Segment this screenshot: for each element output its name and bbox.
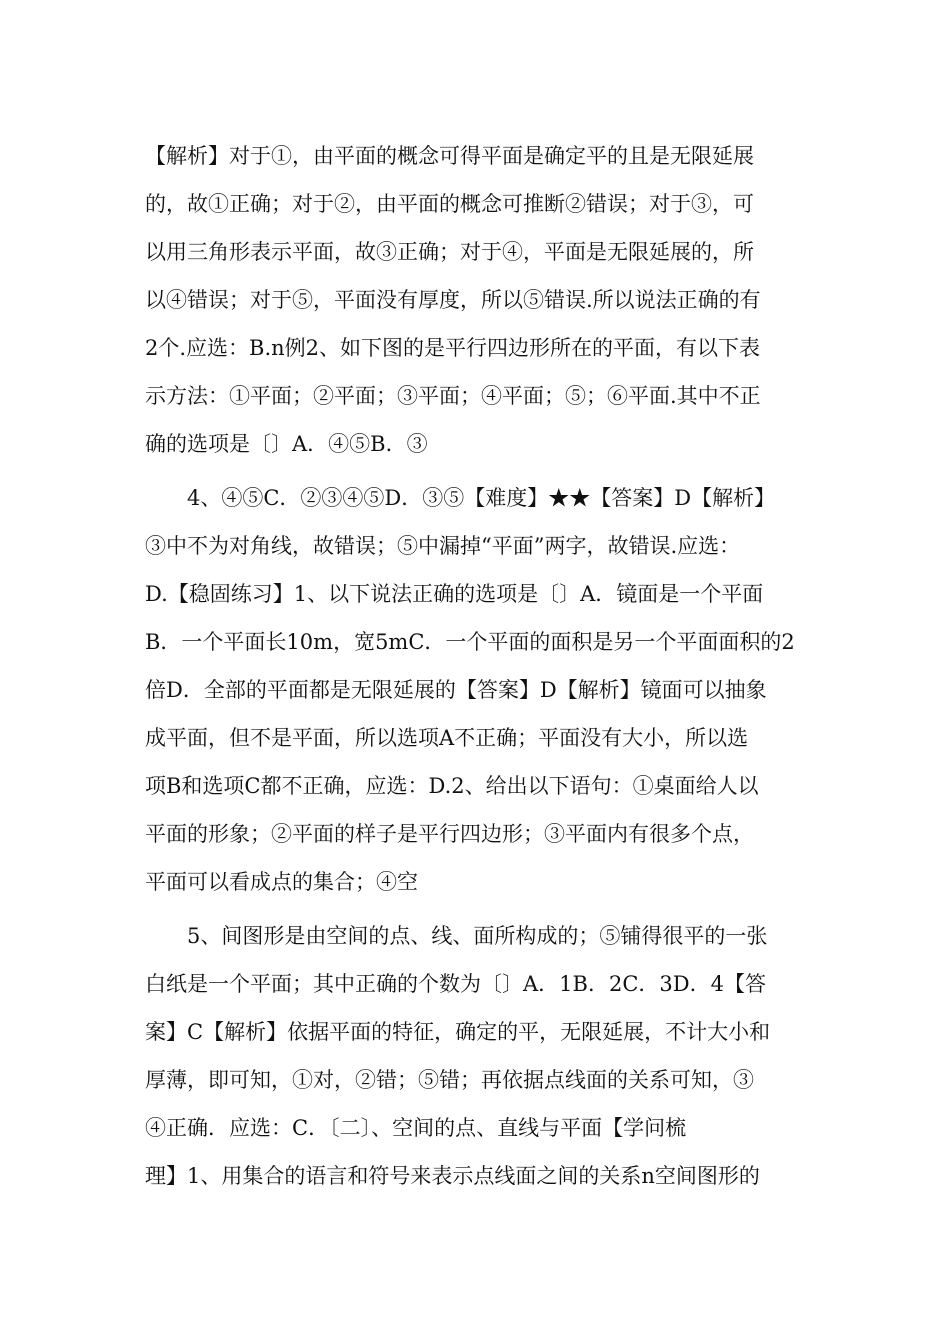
text-line: 成平面，但不是平面，所以选项A不正确；平面没有大小，所以选 — [145, 726, 749, 750]
text-line: 平面可以看成点的集合；④空 — [145, 870, 418, 894]
text-line: ④正确．应选：C．〔二〕、空间的点、直线与平面【学问梳 — [145, 1116, 687, 1140]
text-line: 厚薄，即可知，①对，②错；⑤错；再依据点线面的关系可知，③ — [145, 1068, 754, 1092]
text-line: 确的选项是〔〕A．④⑤B．③ — [145, 432, 428, 456]
text-line: B．一个平面长10m，宽5mC．一个平面的面积是另一个平面面积的2 — [145, 630, 795, 654]
text-line: 2个.应选：B.n例2、如下图的是平行四边形所在的平面，有以下表 — [145, 336, 761, 360]
text-line: 5、间图形是由空间的点、线、面所构成的；⑤铺得很平的一张 — [145, 924, 768, 948]
text-line: 平面的形象；②平面的样子是平行四边形；③平面内有很多个点， — [145, 822, 754, 846]
text-line: 理】1、用集合的语言和符号来表示点线面之间的关系n空间图形的 — [145, 1164, 760, 1188]
text-line: 【解析】对于①，由平面的概念可得平面是确定平的且是无限延展 — [145, 144, 754, 168]
text-line: 示方法：①平面；②平面；③平面；④平面；⑤；⑥平面.其中不正 — [145, 384, 761, 408]
text-line: 以用三角形表示平面，故③正确；对于④，平面是无限延展的，所 — [145, 240, 754, 264]
text-line: 的，故①正确；对于②，由平面的概念可推断②错误；对于③，可 — [145, 192, 754, 216]
text-line: 以④错误；对于⑤，平面没有厚度，所以⑤错误.所以说法正确的有 — [145, 288, 761, 312]
text-line: 案】C【解析】依据平面的特征，确定的平，无限延展，不计大小和 — [145, 1020, 771, 1044]
text-line: 4、④⑤C．②③④⑤D．③⑤【难度】★★【答案】D【解析】 — [145, 486, 776, 510]
text-line: ③中不为对角线，故错误；⑤中漏掉“平面”两字，故错误.应选： — [145, 534, 741, 558]
document-body — [145, 132, 815, 1200]
text-line: 白纸是一个平面；其中正确的个数为〔〕A．1B．2C．3D．4【答 — [145, 972, 766, 996]
text-line: 项B和选项C都不正确，应选：D.2、给出以下语句：①桌面给人以 — [145, 774, 759, 798]
text-line: 倍D．全部的平面都是无限延展的【答案】D【解析】镜面可以抽象 — [145, 678, 767, 702]
text-line: D.【稳固练习】1、以下说法正确的选项是〔〕A．镜面是一个平面 — [145, 582, 764, 606]
